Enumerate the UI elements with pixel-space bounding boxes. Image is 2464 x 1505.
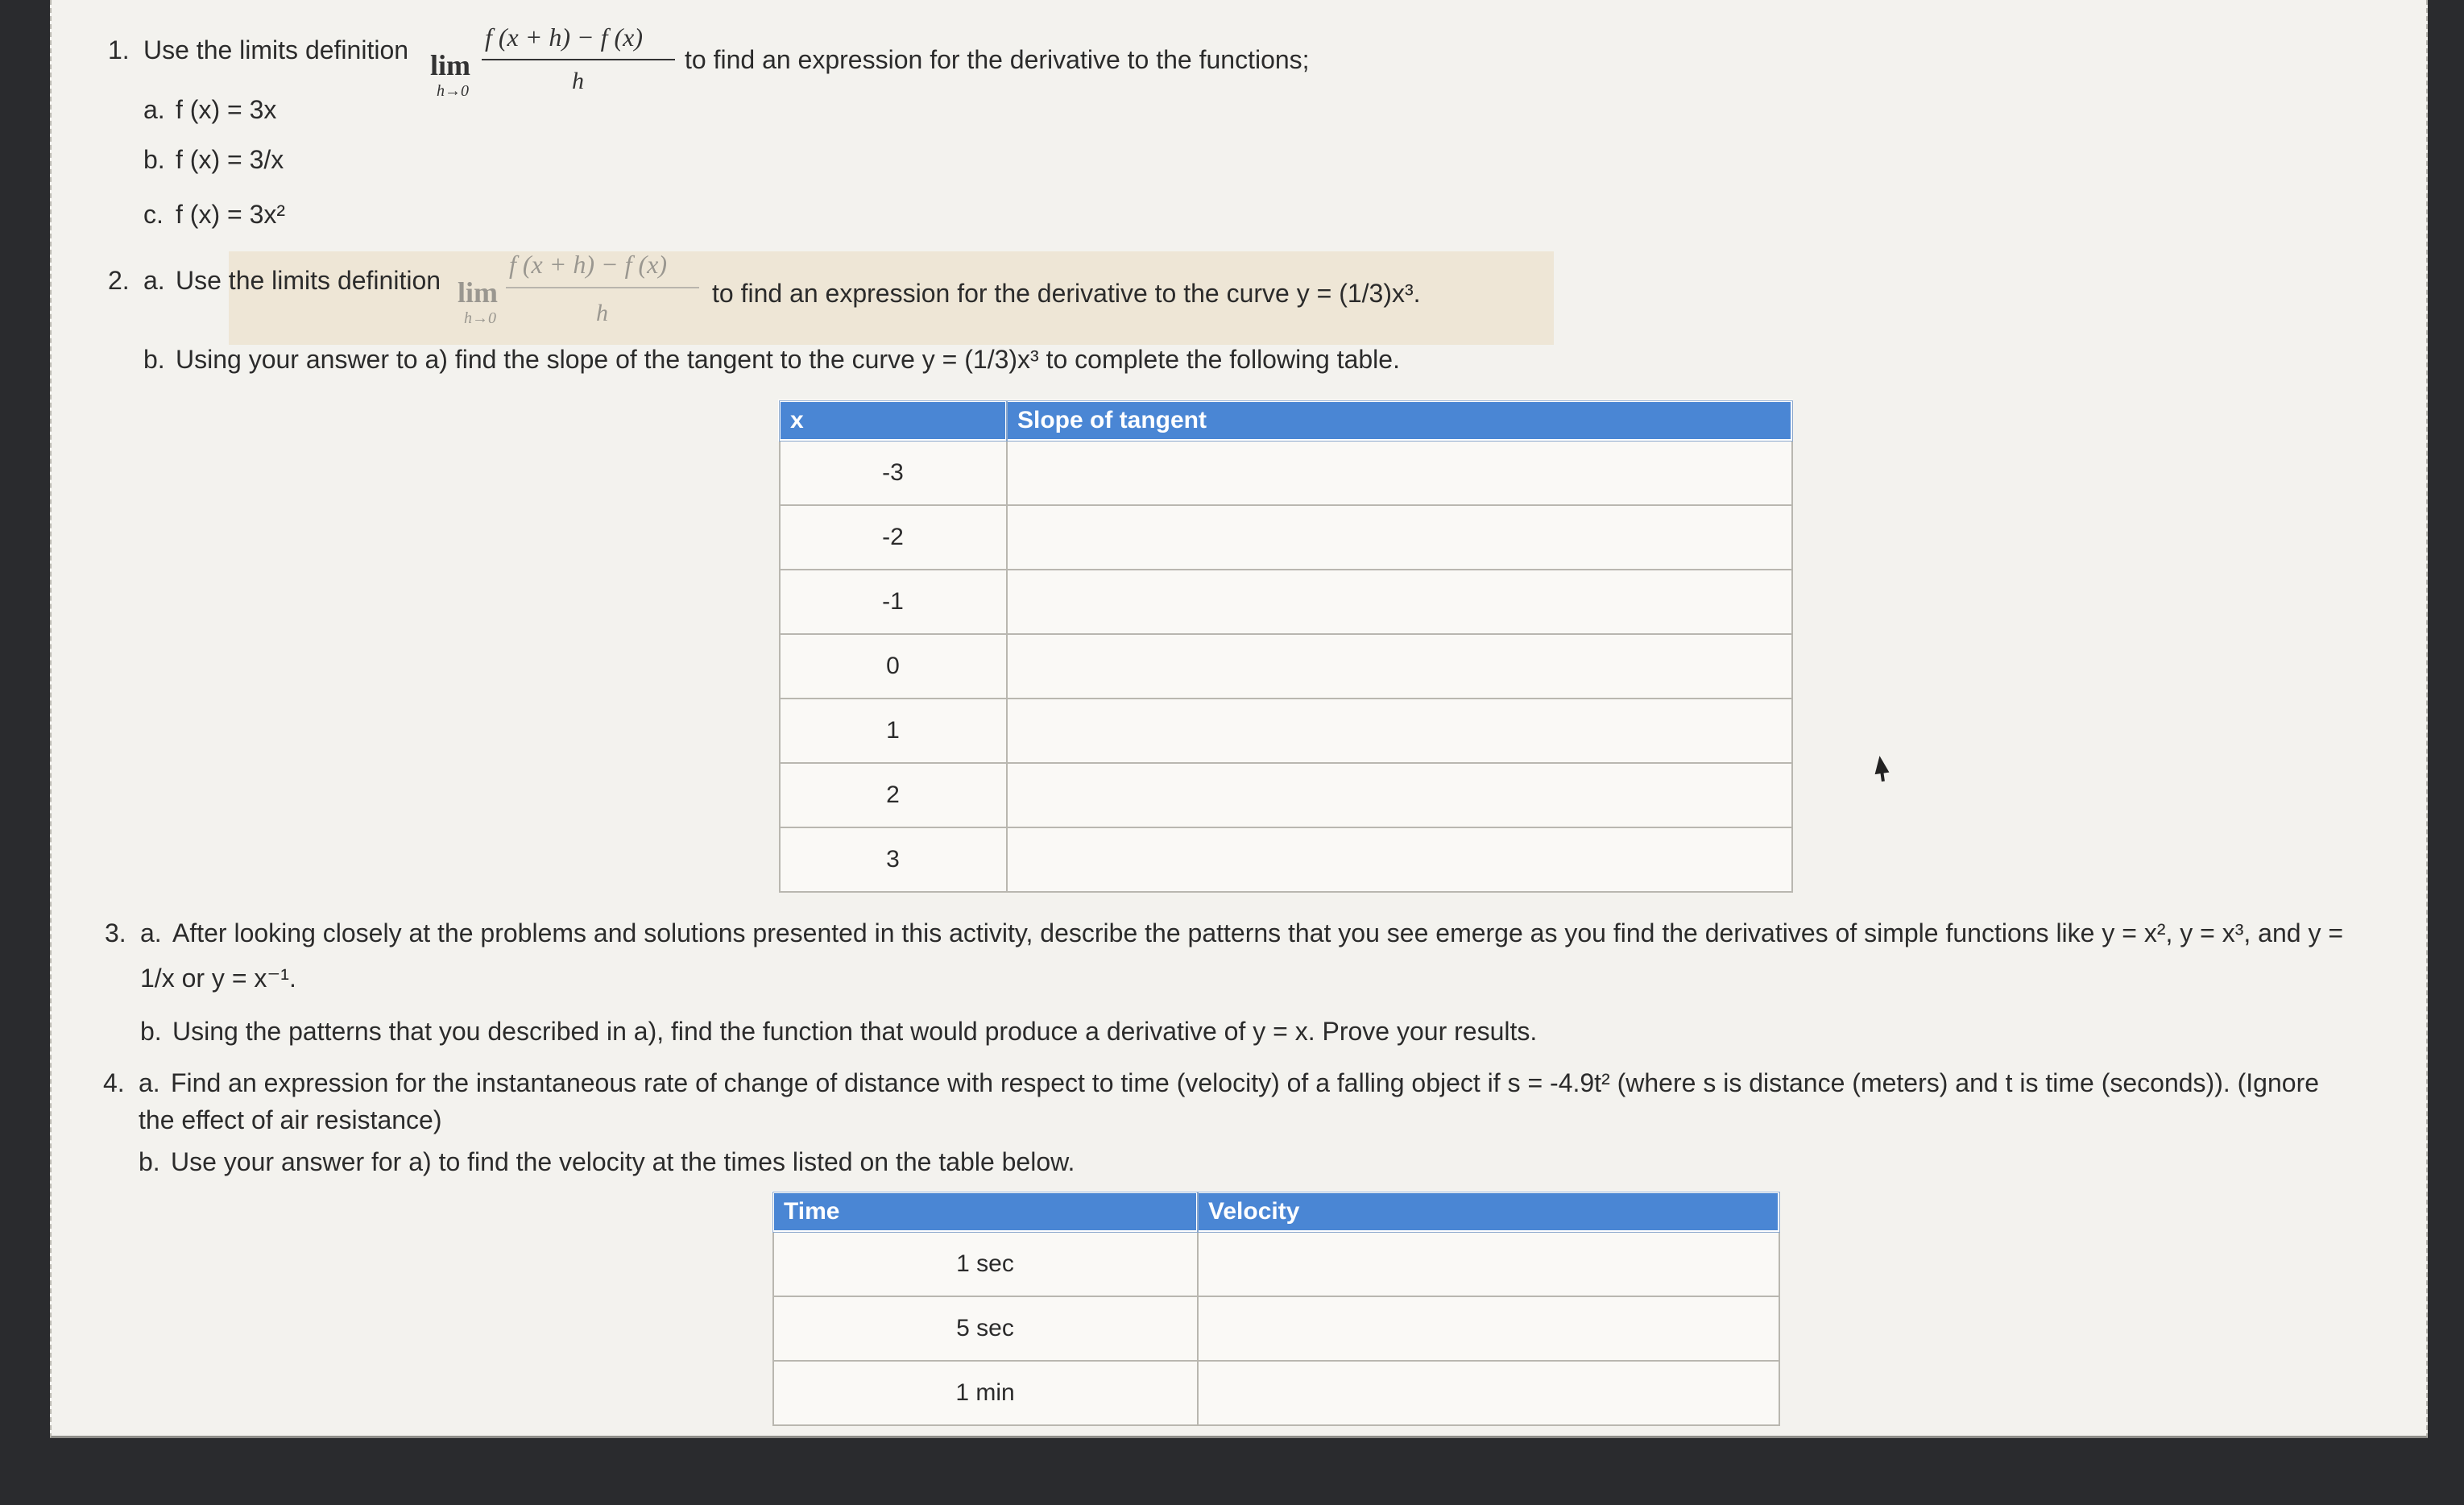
lim-symbol: lim <box>458 276 498 309</box>
column-header-velocity: Velocity <box>1198 1192 1779 1232</box>
x-cell: 3 <box>780 827 1007 892</box>
q2-line-b: b. Using your answer to a) find the slope of the tangent to the curve y = (1/3)x³ to complete the following table. <box>143 345 1400 374</box>
x-cell: -3 <box>780 441 1007 506</box>
table-row <box>780 827 1792 892</box>
q2-number: 2. <box>108 266 130 295</box>
velocity-cell[interactable] <box>1198 1296 1779 1361</box>
slope-cell[interactable] <box>1007 441 1792 506</box>
q3-line-b: b. Using the patterns that you described in a), find the function that would produce a derivative of y = x. Prove your results. <box>140 1017 1538 1046</box>
q4-number: 4. <box>103 1068 125 1097</box>
slope-cell[interactable] <box>1007 505 1792 570</box>
q1-number: 1. <box>108 35 130 64</box>
q3-a-text-cont: 1/x or y = x⁻¹. <box>140 964 296 993</box>
limit-denominator: h <box>572 68 584 94</box>
table-row <box>780 763 1792 827</box>
table-row <box>780 699 1792 763</box>
q3-b-text: Using the patterns that you described in a), find the function that would produce a derivative of y = x. Prove your results. <box>172 1017 1538 1046</box>
q1-item-c: c. f (x) = 3x² <box>143 200 286 229</box>
table-header-row <box>773 1192 1779 1232</box>
slope-cell[interactable] <box>1007 570 1792 634</box>
limit-numerator: f (x + h) − f (x) <box>485 23 643 52</box>
lim-subscript: h→0 <box>437 82 469 100</box>
time-cell: 1 sec <box>773 1232 1198 1297</box>
q4-line-b: b. Use your answer for a) to find the velocity at the times listed on the table below. <box>139 1147 1075 1176</box>
mouse-cursor-icon <box>1873 755 1890 774</box>
x-cell: -2 <box>780 505 1007 570</box>
q4-line-a: 4. a. Find an expression for the instantaneous rate of change of distance with respect to time (velocity) of a falling object if s = -4.9t² (where s is distance (meters) and t is time (seconds)). (Ignore <box>103 1068 2320 1097</box>
x-cell: 2 <box>780 763 1007 827</box>
q3-a-text: After looking closely at the problems and solutions presented in this activity, describe the patterns that you see emerge as you find the derivatives of simple functions like y = x², y = x³, and y = <box>172 918 2344 947</box>
x-cell: 0 <box>780 634 1007 699</box>
column-header-slope: Slope of tangent <box>1007 401 1792 441</box>
q2-a-text-after: to find an expression for the derivative to the curve y = (1/3)x³. <box>712 279 1421 308</box>
q1-item-b: b. f (x) = 3/x <box>143 145 284 174</box>
velocity-table <box>772 1191 1780 1426</box>
time-cell: 1 min <box>773 1361 1198 1425</box>
q4-b-text: Use your answer for a) to find the velocity at the times listed on the table below. <box>171 1147 1075 1176</box>
table-row <box>780 505 1792 570</box>
velocity-cell[interactable] <box>1198 1361 1779 1425</box>
q1-limit-formula <box>430 23 672 103</box>
table-row <box>780 441 1792 506</box>
q1-text-before: Use the limits definition <box>143 35 409 64</box>
table-row <box>780 634 1792 699</box>
slope-cell[interactable] <box>1007 699 1792 763</box>
velocity-cell[interactable] <box>1198 1232 1779 1297</box>
q4-a-text-cont: the effect of air resistance) <box>139 1105 442 1134</box>
limit-numerator: f (x + h) − f (x) <box>509 250 667 279</box>
q1-item-a: a. f (x) = 3x <box>143 95 277 124</box>
worksheet-page <box>103 8 2412 1426</box>
q2-b-text: Using your answer to a) find the slope of the tangent to the curve y = (1/3)x³ to complete the following table. <box>176 345 1400 374</box>
q4-a-text: Find an expression for the instantaneous rate of change of distance with respect to time (velocity) of a falling object if s = -4.9t² (where s is distance (meters) and t is time (seconds)). (Ignore <box>171 1068 2320 1097</box>
q2-line-a: 2. a. Use the limits definition <box>108 266 441 295</box>
lim-symbol: lim <box>430 49 470 81</box>
table-row <box>780 570 1792 634</box>
table-row <box>773 1296 1779 1361</box>
column-header-time: Time <box>773 1192 1198 1232</box>
x-cell: 1 <box>780 699 1007 763</box>
q2-a-text-before: Use the limits definition <box>176 266 441 295</box>
slope-table <box>778 400 1793 893</box>
x-cell: -1 <box>780 570 1007 634</box>
q2-limit-formula <box>458 250 699 338</box>
slope-cell[interactable] <box>1007 634 1792 699</box>
q3-number: 3. <box>105 918 126 947</box>
lim-subscript: h→0 <box>464 309 496 327</box>
column-header-x: x <box>780 401 1007 441</box>
slope-cell[interactable] <box>1007 763 1792 827</box>
table-row <box>773 1361 1779 1425</box>
q3-line-a: 3. a. After looking closely at the problems and solutions presented in this activity, describe the patterns that you see emerge as you find the derivatives of simple functions like y = x², y = x³, and y = <box>105 918 2344 947</box>
table-row <box>773 1232 1779 1297</box>
fraction-bar <box>506 287 699 288</box>
limit-denominator: h <box>596 300 608 326</box>
slope-cell[interactable] <box>1007 827 1792 892</box>
fraction-bar <box>482 59 675 60</box>
q1-line <box>108 35 408 65</box>
time-cell: 5 sec <box>773 1296 1198 1361</box>
table-header-row <box>780 401 1792 441</box>
screen <box>50 0 2428 1438</box>
q1-text-after: to find an expression for the derivative to the functions; <box>685 45 1310 74</box>
